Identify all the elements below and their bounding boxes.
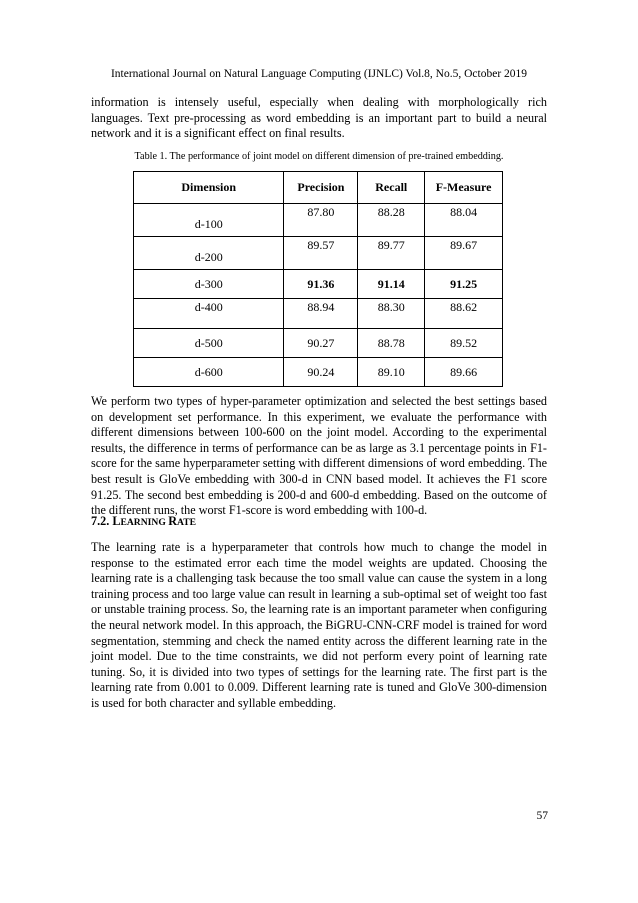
table-row-d400 [134,299,503,329]
section-title-rest-1: EARNING [120,517,169,528]
cell-f-measure: 88.62 [425,299,503,329]
table-row-d100 [134,204,503,237]
cell-dimension: d-300 [134,270,284,299]
cell-f-measure: 89.66 [425,358,503,387]
cell-precision: 88.94 [284,299,358,329]
header-dimension: Dimension [134,172,284,204]
cell-dimension: d-500 [134,329,284,358]
section-number: 7.2. [91,514,113,528]
cell-dimension: d-400 [134,299,284,329]
table-caption: Table 1. The performance of joint model on different dimension of pre-trained embedding. [134,151,504,162]
header-recall: Recall [358,172,425,204]
cell-dimension: d-200 [134,237,284,270]
results-paragraph-text: We perform two types of hyper-parameter optimization and selected the best settings based on development set performance. In this experiment, we evaluate the performance with different dimensions between 100-600 on the joint model. According to the experimental results, the difference in terms of performance can be as large as 3.1 percentage points in F1-score for the same hyperparameter setting with different dimensions of word embedding. The best result is GloVe embedding with 300-d in CNN based model. It achieves the F1 score 91.25. The second best embedding is 200-d and 600-d embedding. Based on the outcome of the different runs, the worst F1-score is word embedding with 100-d. [91,394,547,518]
table-header-row [134,172,503,204]
header-precision: Precision [284,172,358,204]
learning-rate-paragraph [91,540,547,712]
learning-rate-paragraph-text: The learning rate is a hyperparameter that controls how much to change the model in response to the estimated error each time the model weights are updated. Choosing the learning rate is a challenging task because the too small value can cause the system in a long training process and too large value can result in learning a sub-optimal set of weight too fast or unstable training process. So, the learning rate is an important parameter when configuring the neural network model. In this approach, the BiGRU-CNN-CRF model is trained for word segmentation, stemming and check the named entity across the different learning rate in the joint model. Due to the time constraints, we did not perform every point of learning rate tuning. So, it is divided into two types of settings for the learning rate. The first part is the learning rate from 0.001 to 0.009. Different learning rate is tuned and GloVe 300-dimension is used for both character and syllable embedding. [91,540,547,710]
section-title-initial-2: R [168,514,177,528]
cell-recall: 89.10 [358,358,425,387]
intro-paragraph [91,95,547,142]
results-paragraph [91,394,547,519]
cell-precision: 87.80 [284,204,358,237]
running-header: International Journal on Natural Language Computing (IJNLC) Vol.8, No.5, October 2019 [110,68,528,80]
cell-recall: 88.78 [358,329,425,358]
cell-dimension: d-100 [134,204,284,237]
cell-recall-best: 91.14 [358,270,425,299]
cell-f-measure: 89.52 [425,329,503,358]
section-title-initial-1: L [112,514,121,528]
cell-recall: 88.28 [358,204,425,237]
cell-precision: 90.24 [284,358,358,387]
section-title-rest-2: ATE [177,517,197,528]
table-row-d200 [134,237,503,270]
table-row-d500 [134,329,503,358]
performance-table [133,171,503,387]
cell-precision: 90.27 [284,329,358,358]
section-heading [91,514,196,530]
cell-dimension: d-600 [134,358,284,387]
cell-recall: 89.77 [358,237,425,270]
header-f-measure: F-Measure [425,172,503,204]
intro-paragraph-text: information is intensely useful, especially when dealing with morphologically rich languages. Text pre-processing as word embedding is an important part to build a neural network and it is a significant effect on final results. [91,95,547,141]
cell-precision: 89.57 [284,237,358,270]
table-row-d300 [134,270,503,299]
cell-f-measure-best: 91.25 [425,270,503,299]
cell-f-measure: 88.04 [425,204,503,237]
cell-precision-best: 91.36 [284,270,358,299]
table-row-d600 [134,358,503,387]
cell-f-measure: 89.67 [425,237,503,270]
cell-recall: 88.30 [358,299,425,329]
page-number: 57 [536,810,548,822]
